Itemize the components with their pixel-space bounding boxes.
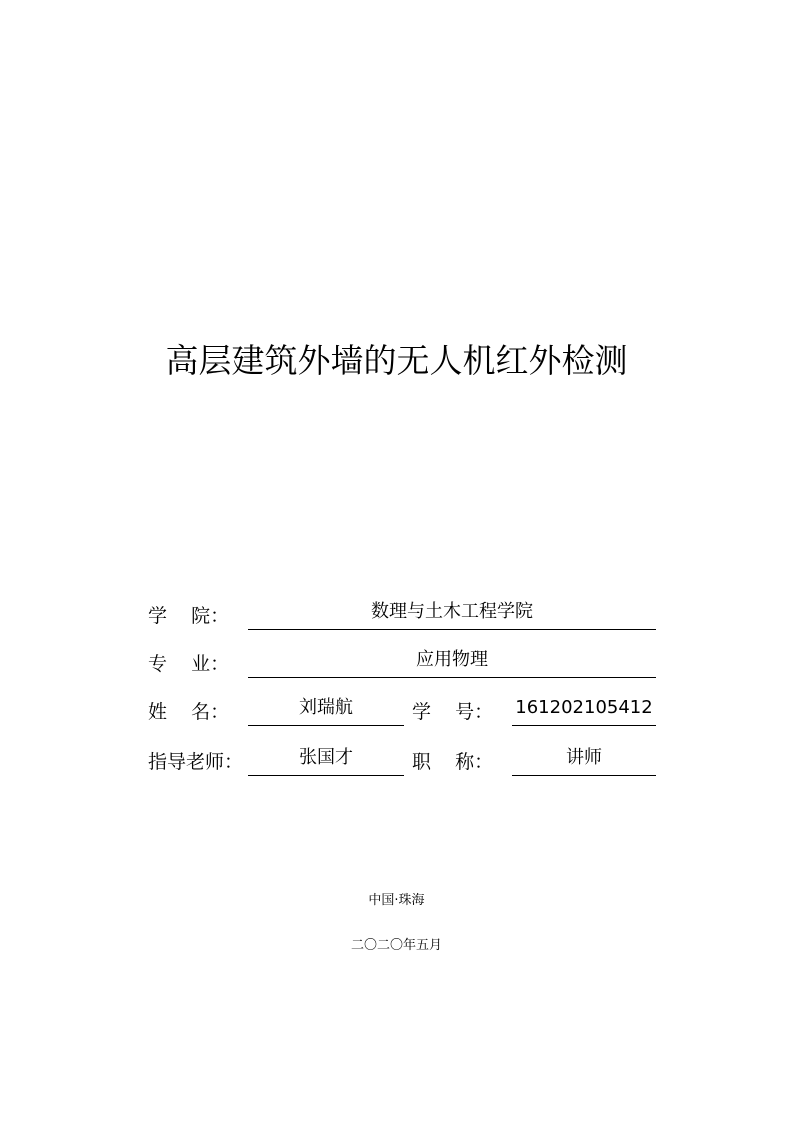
advisor-row [148, 744, 656, 776]
name-id-row [148, 694, 656, 726]
student-id-label: 学 号： [412, 701, 494, 723]
name-field: 刘瑞航 [248, 695, 404, 726]
major-row [148, 646, 656, 678]
advisor-title-label: 职 称： [412, 751, 494, 773]
advisor-title-field: 讲师 [512, 745, 656, 776]
major-field: 应用物理 [248, 647, 656, 678]
college-label: 学 院： [148, 605, 230, 627]
footer-date: 二〇二〇年五月 [350, 938, 442, 953]
advisor-field: 张国才 [248, 745, 404, 776]
major-label: 专 业： [148, 653, 230, 675]
footer-place: 中国·珠海 [368, 893, 425, 908]
student-id-field: 161202105412 [512, 695, 656, 726]
name-label: 姓 名： [148, 701, 230, 723]
college-field: 数理与土木工程学院 [248, 599, 656, 630]
advisor-label: 指导老师： [148, 751, 244, 773]
college-row [148, 598, 656, 630]
thesis-title: 高层建筑外墙的无人机红外检测 [165, 341, 628, 380]
